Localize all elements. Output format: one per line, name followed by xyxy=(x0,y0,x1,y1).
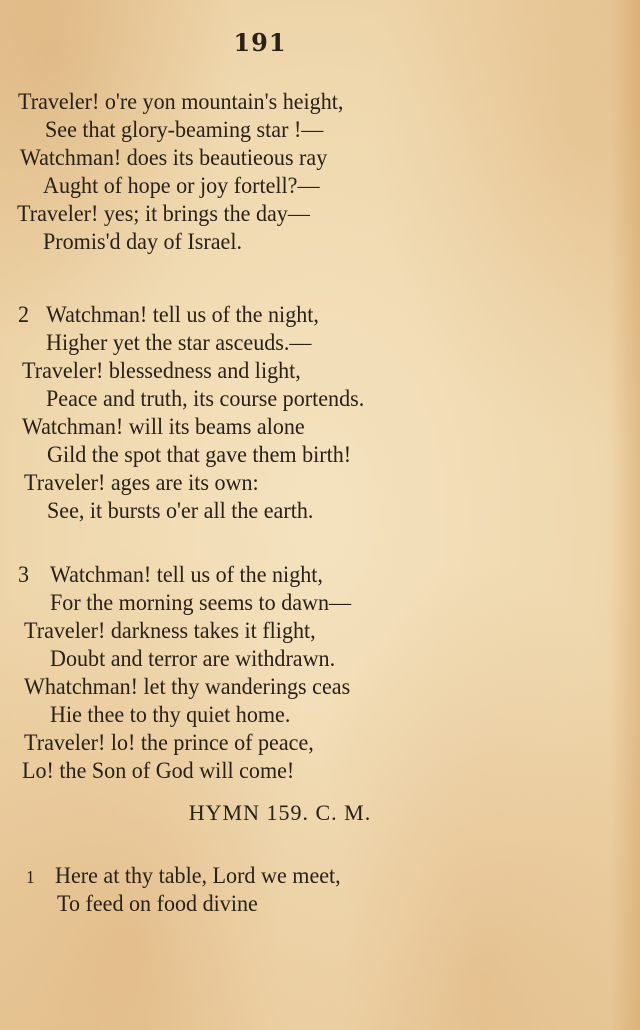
verse-line: Watchman! will its beams alone xyxy=(22,414,305,439)
verse-line: Higher yet the star asceuds.— xyxy=(46,330,312,355)
verse-line: Doubt and terror are withdrawn. xyxy=(50,646,336,671)
verse-line: See, it bursts o'er all the earth. xyxy=(47,498,314,523)
verse-line: To feed on food divine xyxy=(57,891,258,916)
verse-line: Promis'd day of Israel. xyxy=(43,229,242,254)
verse-line: Gild the spot that gave them birth! xyxy=(47,442,352,467)
page-number: 191 xyxy=(233,28,287,57)
verse-line: Traveler! ages are its own: xyxy=(24,470,259,495)
verse-line: Peace and truth, its course portends. xyxy=(46,386,365,411)
stanza-number: 3 xyxy=(18,562,30,587)
verse-line: Lo! the Son of God will come! xyxy=(22,758,295,783)
verse-line: Here at thy table, Lord we meet, xyxy=(55,863,341,888)
verse-line: See that glory-beaming star !— xyxy=(45,117,324,142)
verse-line: Traveler! lo! the prince of peace, xyxy=(24,730,314,755)
stanza-number: 1 xyxy=(26,867,35,887)
verse-line: Watchman! tell us of the night, xyxy=(46,302,319,327)
verse-line: Watchman! tell us of the night, xyxy=(50,562,323,587)
verse-line: Traveler! o're yon mountain's height, xyxy=(18,89,344,114)
verse-line: Traveler! blessedness and light, xyxy=(22,358,301,383)
verse-line: Traveler! darkness takes it flight, xyxy=(24,618,316,643)
verse-line: Hie thee to thy quiet home. xyxy=(50,702,291,727)
verse-line: Traveler! yes; it brings the day— xyxy=(17,201,310,226)
hymn-title: HYMN 159. C. M. xyxy=(188,800,372,825)
stanza-number: 2 xyxy=(18,302,30,327)
verse-line: Whatchman! let thy wanderings ceas xyxy=(24,674,351,699)
verse-line: For the morning seems to dawn— xyxy=(50,590,352,615)
verse-line: Aught of hope or joy fortell?— xyxy=(43,173,320,198)
verse-line: Watchman! does its beautieous ray xyxy=(20,145,328,170)
